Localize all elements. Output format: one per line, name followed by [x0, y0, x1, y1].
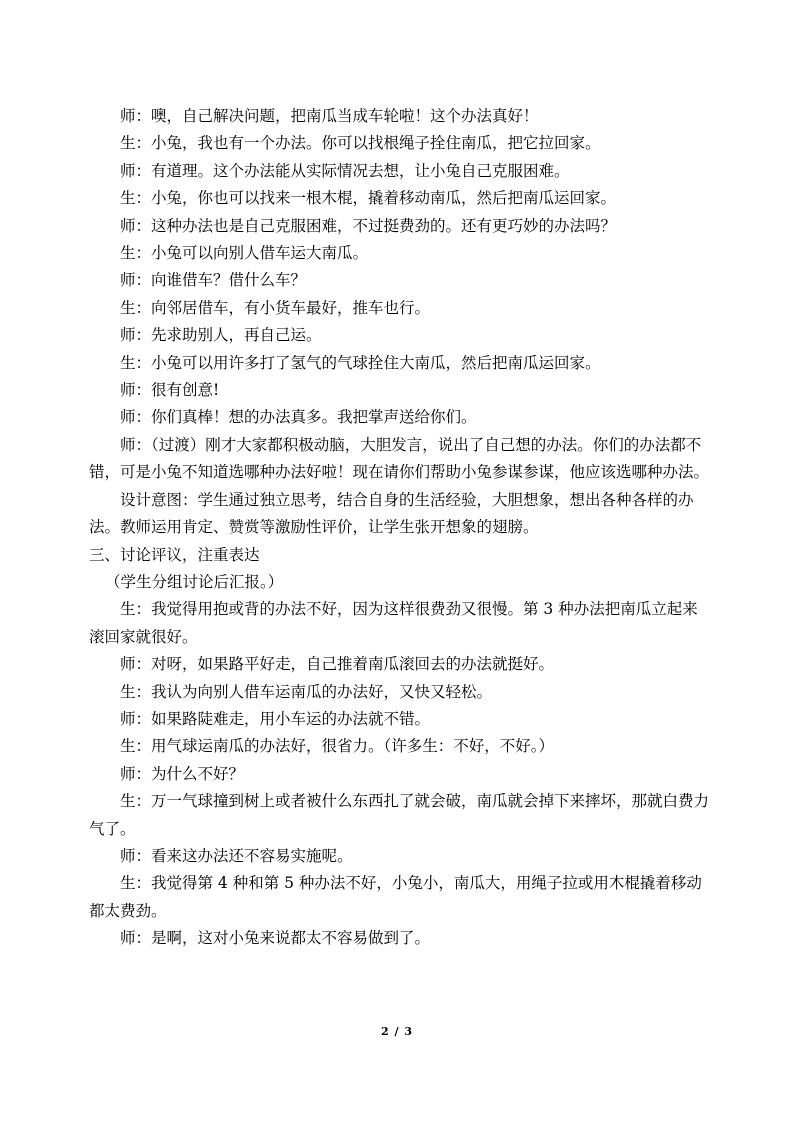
paragraph: 师：你们真棒！想的办法真多。我把掌声送给你们。 — [120, 408, 477, 427]
paragraph: 生：万一气球撞到树上或者被什么东西扎了就会破，南瓜就会掉下来摔坏，那就白费力气了。 — [89, 792, 710, 838]
design-intent-paragraph: 设计意图：学生通过独立思考，结合自身的生活经验，大胆想象，想出各种各样的办法。教师运用肯定、赞赏等激励性评价，让学生张开想象的翅膀。 — [89, 490, 694, 537]
paragraph: 生：我觉得第 4 种和第 5 种办法不好，小兔小，南瓜大，用绳子拉或用木棍撬着移动都太费劲。 — [89, 874, 702, 920]
paragraph: 师：为什么不好？ — [120, 764, 245, 783]
page-number: 2 / 3 — [381, 1025, 413, 1038]
paragraph: 生：小兔可以向别人借车运大南瓜。 — [120, 244, 369, 263]
document-body — [89, 103, 713, 953]
paragraph: 生：用气球运南瓜的办法好，很省力。（许多生：不好，不好。） — [120, 737, 555, 756]
paragraph: 生：小兔，我也有一个办法。你可以找根绳子拴住南瓜，把它拉回家。 — [120, 134, 601, 153]
paragraph: 师：对呀，如果路平好走，自己推着南瓜滚回去的办法就挺好。 — [120, 655, 555, 674]
paragraph: （学生分组讨论后汇报。） — [105, 572, 284, 591]
paragraph: 生：向邻居借车，有小货车最好，推车也行。 — [120, 298, 431, 317]
paragraph: 师：（过渡）刚才大家都积极动脑，大胆发言，说出了自己想的办法。你们的办法都不错，可是小兔不知道选哪种办法好啦！现在请你们帮助小兔参谋参谋，他应该选哪种办法。 — [89, 435, 710, 482]
paragraph: 师：如果路陡难走，用小车运的办法就不错。 — [120, 709, 431, 728]
section-heading: 三、讨论评议，注重表达 — [89, 545, 260, 564]
paragraph: 生：我认为向别人借车运南瓜的办法好，又快又轻松。 — [120, 682, 493, 701]
paragraph: 师：噢，自己解决问题，把南瓜当成车轮啦！这个办法真好！ — [120, 107, 539, 125]
paragraph: 生：小兔，你也可以找来一根木棍，撬着移动南瓜，然后把南瓜运回家。 — [120, 189, 617, 208]
paragraph: 师：看来这办法还不容易实施呢。 — [120, 846, 353, 865]
paragraph: 师：向谁借车？借什么车？ — [120, 271, 307, 290]
paragraph: 生：小兔可以用许多打了氢气的气球拴住大南瓜，然后把南瓜运回家。 — [120, 353, 601, 372]
paragraph: 生：我觉得用抱或背的办法不好，因为这样很费劲又很慢。第 3 种办法把南瓜立起来滚回家就很好。 — [89, 600, 698, 646]
paragraph: 师：很有创意! — [120, 381, 220, 400]
paragraph: 师：这种办法也是自己克服困难，不过挺费劲的。还有更巧妙的办法吗？ — [120, 216, 617, 235]
paragraph: 师：是啊，这对小兔来说都太不容易做到了。 — [120, 929, 431, 948]
paragraph: 师：有道理。这个办法能从实际情况去想，让小兔自己克服困难。 — [120, 161, 570, 180]
paragraph: 师：先求助别人，再自己运。 — [120, 326, 322, 345]
